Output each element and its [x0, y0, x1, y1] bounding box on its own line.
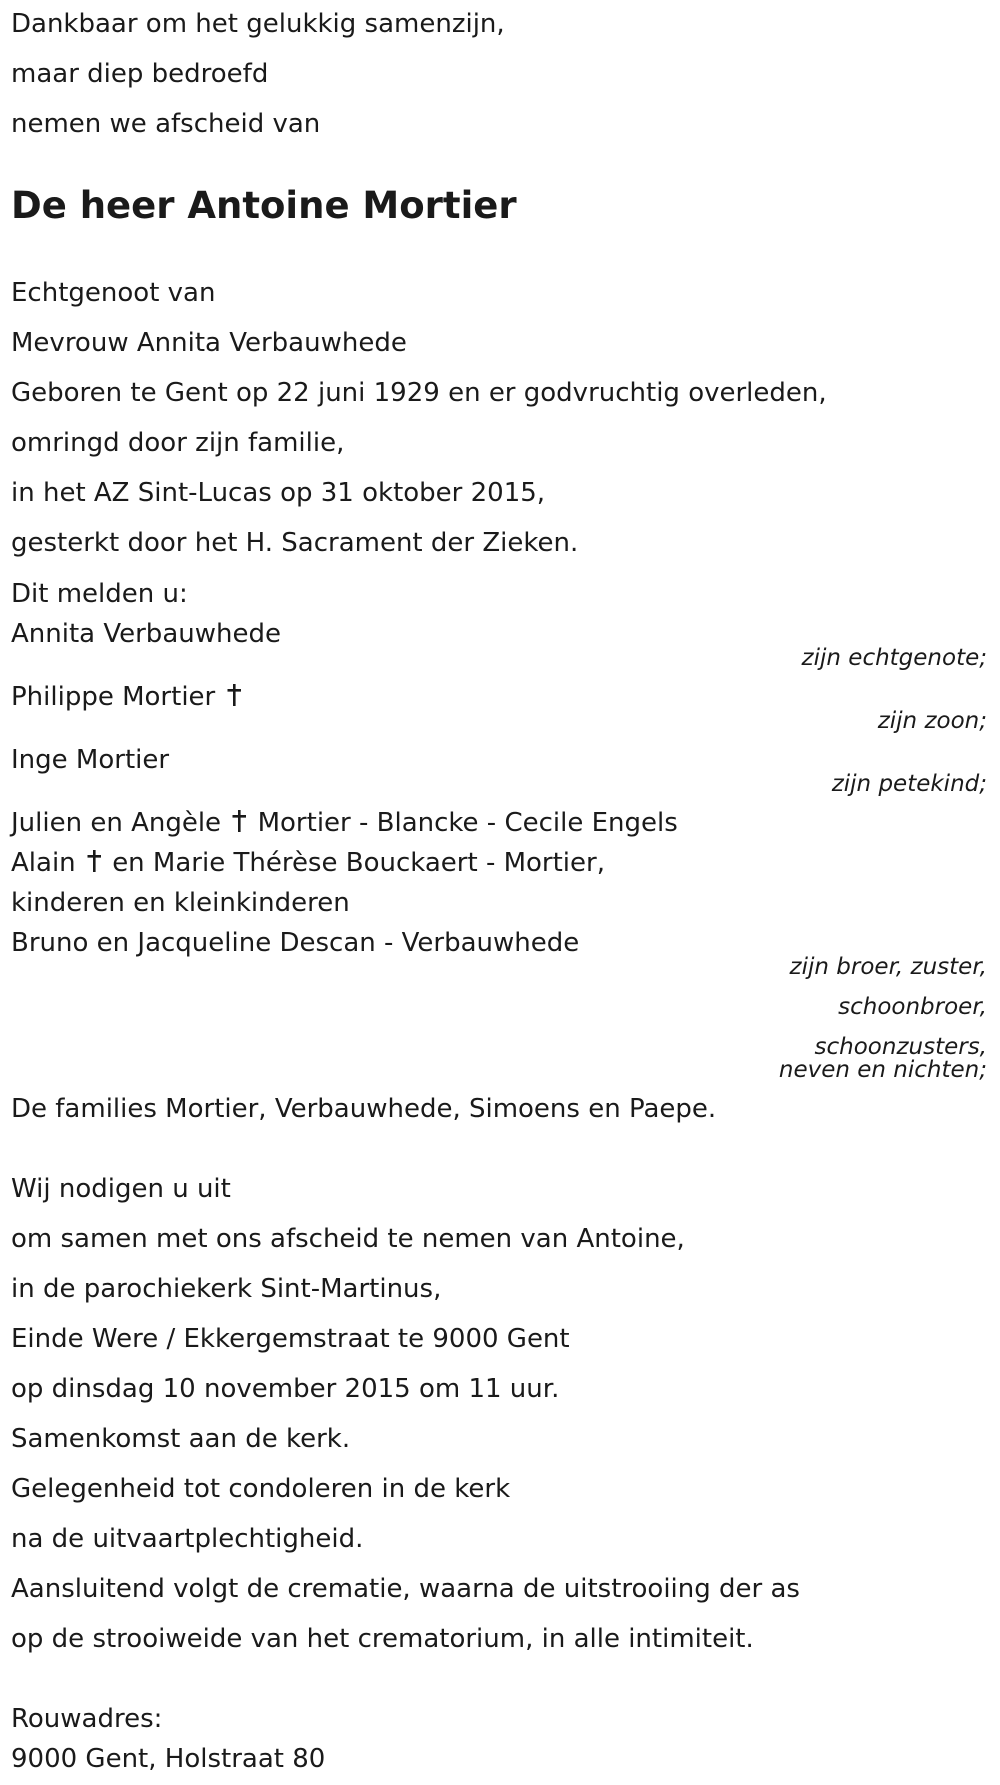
- invitation-line-3: in de parochiekerk Sint-Martinus,: [11, 1274, 442, 1304]
- family-inge: Inge Mortier: [11, 745, 170, 775]
- invitation-line-2: om samen met ons afscheid te nemen van Antoine,: [11, 1224, 685, 1254]
- intro-line-1: Dankbaar om het gelukkig samenzijn,: [11, 9, 505, 39]
- family-julien-part-2: Mortier - Blancke - Cecile Engels: [257, 808, 678, 838]
- family-alain-part-1: Alain: [11, 848, 76, 878]
- cross-icon: [226, 683, 242, 707]
- family-philippe-name: Philippe Mortier: [11, 682, 216, 712]
- bio-line-2: Mevrouw Annita Verbauwhede: [11, 328, 407, 358]
- cross-icon: [86, 849, 102, 873]
- invitation-line-8: na de uitvaartplechtigheid.: [11, 1524, 364, 1554]
- invitation-line-4: Einde Were / Ekkergemstraat te 9000 Gent: [11, 1324, 570, 1354]
- family-annita: Annita Verbauwhede: [11, 619, 281, 649]
- invitation-line-10: op de strooiweide van het crematorium, in alle intimiteit.: [11, 1624, 754, 1654]
- relation-siblings-1: zijn broer, zuster,: [789, 954, 987, 980]
- family-julien-part-1: Julien en Angèle: [11, 808, 222, 838]
- bio-line-3: Geboren te Gent op 22 juni 1929 en er godvruchtig overleden,: [11, 378, 827, 408]
- bio-line-5: in het AZ Sint-Lucas op 31 oktober 2015,: [11, 478, 546, 508]
- invitation-line-6: Samenkomst aan de kerk.: [11, 1424, 351, 1454]
- invitation-line-7: Gelegenheid tot condoleren in de kerk: [11, 1474, 511, 1504]
- invitation-line-9: Aansluitend volgt de crematie, waarna de uitstrooiing der as: [11, 1574, 800, 1604]
- families-line: De families Mortier, Verbauwhede, Simoens en Paepe.: [11, 1094, 717, 1124]
- relation-siblings-4: neven en nichten;: [778, 1057, 987, 1083]
- family-bruno: Bruno en Jacqueline Descan - Verbauwhede: [11, 928, 580, 958]
- family-alain: [11, 847, 605, 879]
- relation-siblings-3: schoonzusters,: [814, 1034, 987, 1060]
- invitation-line-5: op dinsdag 10 november 2015 om 11 uur.: [11, 1374, 560, 1404]
- family-julien: [11, 807, 678, 839]
- invitation-line-1: Wij nodigen u uit: [11, 1174, 231, 1204]
- intro-line-2: maar diep bedroefd: [11, 59, 269, 89]
- deceased-name: De heer Antoine Mortier: [11, 184, 517, 227]
- bio-line-4: omringd door zijn familie,: [11, 428, 345, 458]
- bio-line-6: gesterkt door het H. Sacrament der Zieken.: [11, 528, 579, 558]
- intro-line-3: nemen we afscheid van: [11, 109, 321, 139]
- relation-annita: zijn echtgenote;: [801, 645, 987, 671]
- cross-icon: [231, 809, 247, 833]
- relation-philippe: zijn zoon;: [877, 708, 987, 734]
- address: 9000 Gent, Holstraat 80: [11, 1744, 326, 1774]
- announcers-heading: Dit melden u:: [11, 579, 188, 609]
- family-philippe: [11, 681, 244, 713]
- family-alain-part-2: en Marie Thérèse Bouckaert - Mortier,: [112, 848, 605, 878]
- relation-inge: zijn petekind;: [831, 771, 987, 797]
- family-kinderen: kinderen en kleinkinderen: [11, 888, 350, 918]
- address-label: Rouwadres:: [11, 1704, 163, 1734]
- relation-siblings-2: schoonbroer,: [838, 994, 987, 1020]
- bio-line-1: Echtgenoot van: [11, 278, 216, 308]
